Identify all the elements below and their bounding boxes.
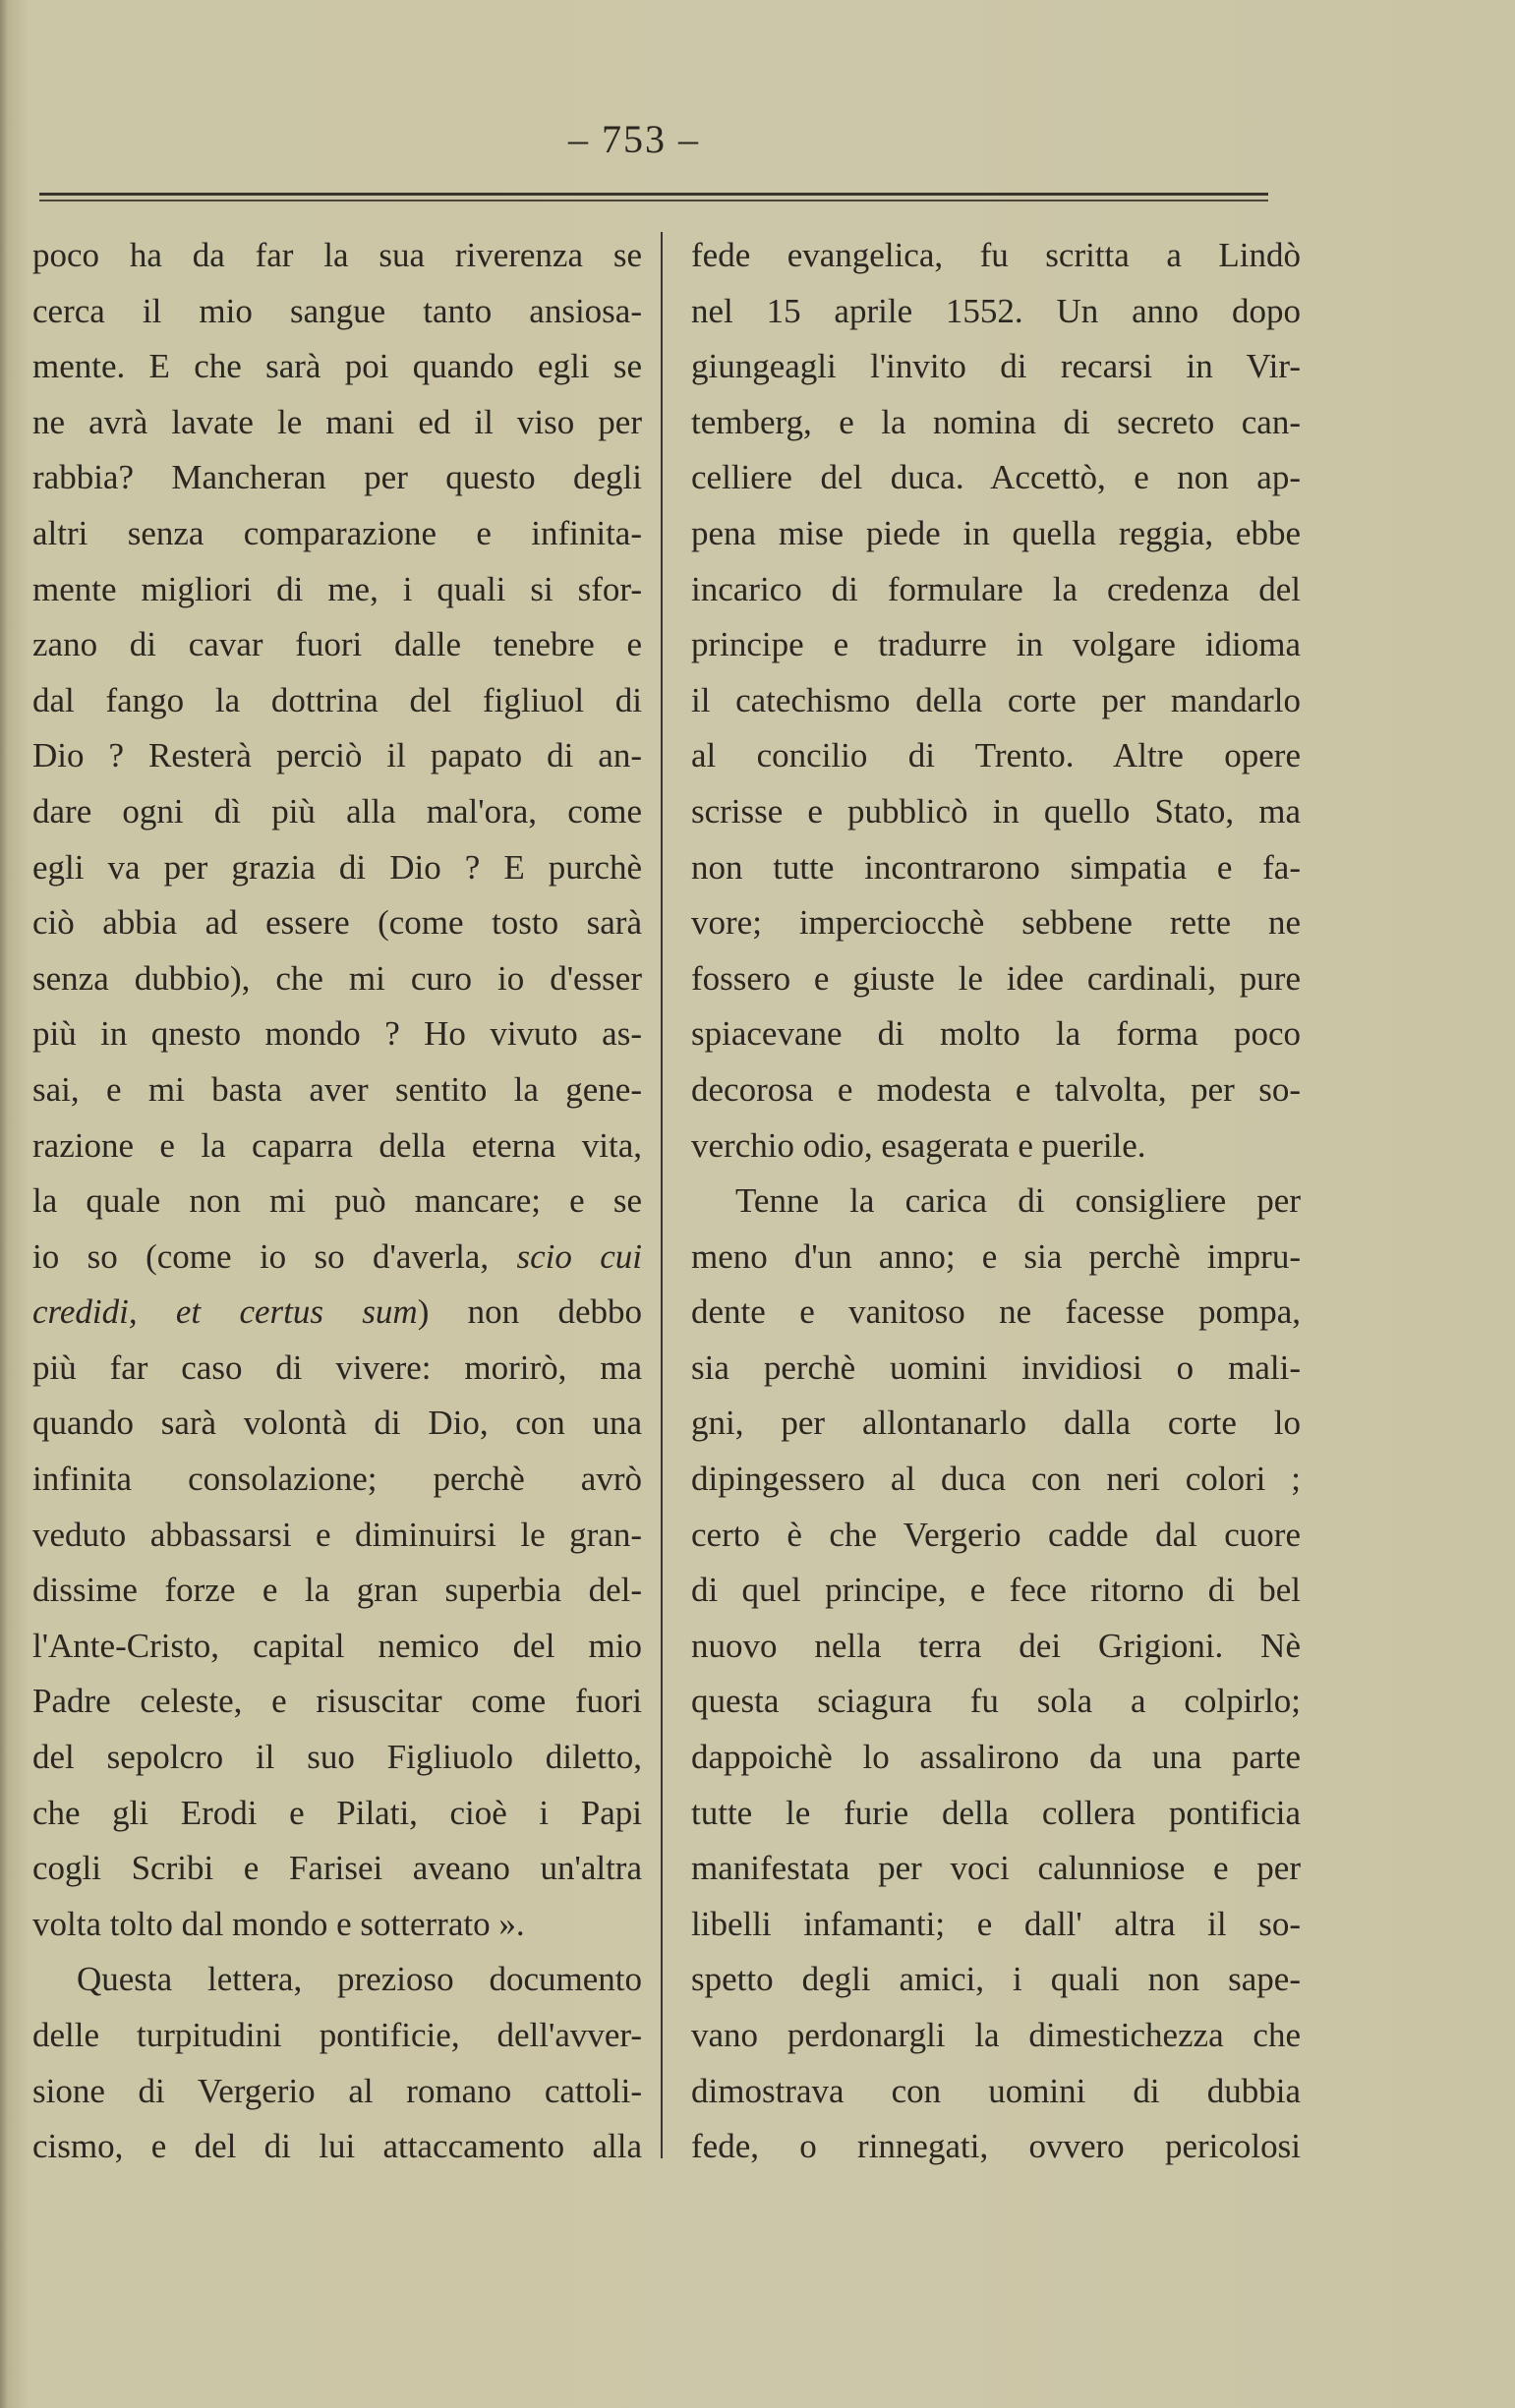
text-line: fossero e giuste le idee cardinali, pure — [691, 958, 1301, 998]
text-line: decorosa e modesta e talvolta, per so- — [691, 1069, 1301, 1109]
text-line: incarico di formulare la credenza del — [691, 569, 1301, 608]
text-line: fede evangelica, fu scritta a Lindò — [691, 236, 1301, 274]
text-line: fede, o rinnegati, ovvero pericolosi — [691, 2127, 1301, 2166]
text-line: dente e vanitoso ne facesse pompa, — [691, 1292, 1301, 1332]
text-line: scrisse e pubblicò in quello Stato, ma — [691, 791, 1301, 831]
text-line: zano di cavar fuori dalle tenebre e — [32, 625, 642, 664]
text-line: di quel principe, e fece ritorno di bel — [691, 1571, 1301, 1610]
header-rule — [39, 193, 1268, 196]
text-line: razione e la caparra della eterna vita, — [32, 1125, 642, 1165]
latin-phrase: scio cui — [516, 1236, 642, 1276]
column-divider — [661, 232, 663, 2158]
text-line: certo è che Vergerio cadde dal cuore — [691, 1515, 1301, 1554]
text-line: al concilio di Trento. Altre opere — [691, 736, 1301, 775]
text-line: cerca il mio sangue tanto ansiosa- — [32, 291, 642, 330]
text-line: veduto abbassarsi e diminuirsi le gran- — [32, 1515, 642, 1554]
text-line: dal fango la dottrina del figliuol di — [32, 680, 642, 719]
text-line: quando sarà volontà di Dio, con una — [32, 1404, 642, 1443]
latin-phrase: credidi, et certus sum — [32, 1292, 418, 1332]
text-line: nel 15 aprile 1552. Un anno dopo — [691, 291, 1301, 330]
text-line: manifestata per voci calunniose e per — [691, 1849, 1301, 1888]
text-line: ciò abbia ad essere (come tosto sarà — [32, 903, 642, 943]
text-line: la quale non mi può mancare; e se — [32, 1181, 642, 1221]
text-line: verchio odio, esagerata e puerile. — [691, 1125, 1146, 1165]
text-line: rabbia? Mancheran per questo degli — [32, 458, 642, 497]
text-line: mente. E che sarà poi quando egli se — [32, 347, 642, 386]
text-line: Tenne la carica di consigliere per — [735, 1181, 1301, 1221]
text-line: spiacevane di molto la forma poco — [691, 1014, 1301, 1054]
text-line: più in qnesto mondo ? Ho vivuto as- — [32, 1014, 642, 1054]
text-line: tutte le furie della collera pontificia — [691, 1793, 1301, 1832]
text-line: il catechismo della corte per mandarlo — [691, 680, 1301, 719]
text-line: non tutte incontrarono simpatia e fa- — [691, 847, 1301, 887]
text-line: l'Ante-Cristo, capital nemico del mio — [32, 1626, 642, 1665]
text-line: mente migliori di me, i quali si sfor- — [32, 569, 642, 608]
text-line: altri senza comparazione e infinita- — [32, 513, 642, 552]
text-line: sione di Vergerio al romano cattoli- — [32, 2071, 642, 2110]
text-line: dimostrava con uomini di dubbia — [691, 2071, 1301, 2110]
text-line: più far caso di vivere: morirò, ma — [32, 1347, 642, 1387]
text-line: Dio ? Resterà perciò il papato di an- — [32, 736, 642, 775]
text-line: spetto degli amici, i quali non sape- — [691, 1960, 1301, 1999]
text-line: libelli infamanti; e dall' altra il so- — [691, 1904, 1301, 1943]
text-line: dappoichè lo assalirono da una parte — [691, 1738, 1301, 1777]
text-line: credidi, et certus sum) non debbo — [32, 1292, 642, 1332]
text-line: vano perdonargli la dimestichezza che — [691, 2016, 1301, 2054]
text-line: temberg, e la nomina di secreto can- — [691, 402, 1301, 441]
right-column — [691, 228, 1301, 2175]
text-line: sia perchè uomini invidiosi o mali- — [691, 1347, 1301, 1387]
text-line: dipingessero al duca con neri colori ; — [691, 1460, 1301, 1499]
text-line: egli va per grazia di Dio ? E purchè — [32, 847, 642, 887]
text-line: nuovo nella terra dei Grigioni. Nè — [691, 1626, 1301, 1665]
text-line: celliere del duca. Accettò, e non ap- — [691, 458, 1301, 497]
text-line: del sepolcro il suo Figliuolo diletto, — [32, 1738, 642, 1777]
text-line: poco ha da far la sua riverenza se — [32, 236, 642, 274]
text-line: cismo, e del di lui attaccamento alla — [32, 2127, 642, 2166]
text-line: Questa lettera, prezioso documento — [77, 1960, 642, 1999]
text-line: cogli Scribi e Farisei aveano un'altra — [32, 1849, 642, 1888]
text-line: volta tolto dal mondo e sotterrato ». — [32, 1904, 525, 1943]
text-line: sai, e mi basta aver sentito la gene- — [32, 1069, 642, 1109]
text-line: Padre celeste, e risuscitar come fuori — [32, 1682, 642, 1721]
text-line: gni, per allontanarlo dalla corte lo — [691, 1404, 1301, 1443]
text-line: giungeagli l'invito di recarsi in Vir- — [691, 347, 1301, 386]
text-line: dissime forze e la gran superbia del- — [32, 1571, 642, 1610]
text-line: infinita consolazione; perchè avrò — [32, 1460, 642, 1499]
text-line: senza dubbio), che mi curo io d'esser — [32, 958, 642, 998]
text-line: principe e tradurre in volgare idioma — [691, 625, 1301, 664]
page-number: – 753 – — [568, 117, 700, 161]
text-line: io so (come io so d'averla, scio cui — [32, 1236, 642, 1276]
header-rule-secondary — [39, 200, 1268, 201]
text-line: che gli Erodi e Pilati, cioè i Papi — [32, 1793, 642, 1832]
text-line: ne avrà lavate le mani ed il viso per — [32, 402, 642, 441]
text-line: delle turpitudini pontificie, dell'avver- — [32, 2016, 642, 2054]
text-line: vore; imperciocchè sebbene rette ne — [691, 903, 1301, 943]
text-line: meno d'un anno; e sia perchè impru- — [691, 1236, 1301, 1276]
text-line: pena mise piede in quella reggia, ebbe — [691, 513, 1301, 552]
text-line: questa sciagura fu sola a colpirlo; — [691, 1682, 1301, 1721]
left-column — [32, 228, 642, 2175]
text-line: dare ogni dì più alla mal'ora, come — [32, 791, 642, 831]
